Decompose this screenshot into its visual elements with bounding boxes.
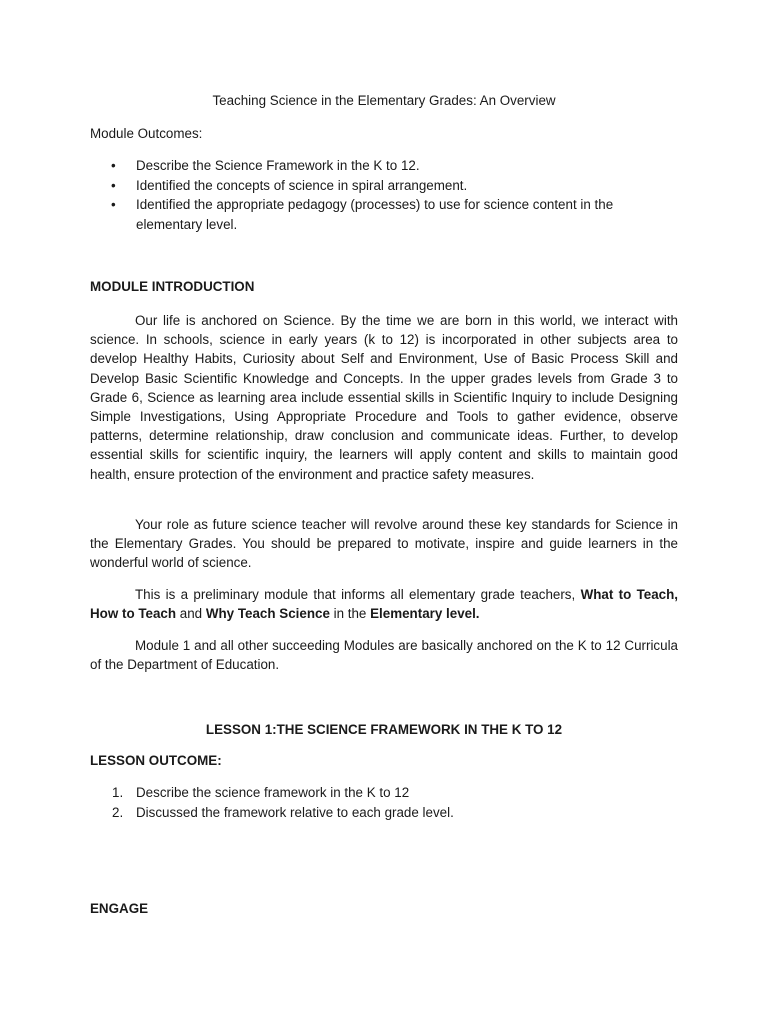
engage-heading: ENGAGE — [90, 901, 149, 916]
list-number: 2. — [112, 805, 124, 820]
intro-paragraph-2-text: Your role as future science teacher will revolve around these key standards for Science in the Elementary Grades. You should be prepared to motivate, inspire and guide learners in the wonderful world of science. — [90, 517, 678, 571]
lesson-outcome-label: LESSON OUTCOME: — [90, 753, 222, 768]
list-item: • Describe the Science Framework in the K to 12. — [90, 156, 678, 176]
intro-paragraph-3-bold3: Elementary level. — [370, 606, 480, 622]
lesson-heading: LESSON 1:THE SCIENCE FRAMEWORK IN THE K TO 12 — [205, 722, 563, 737]
list-item-text: Describe the science framework in the K to 12 — [136, 785, 410, 800]
module-outcomes-label: Module Outcomes: — [90, 126, 203, 141]
intro-paragraph-2 — [90, 515, 678, 573]
intro-paragraph-3 — [90, 585, 678, 623]
module-outcomes-list — [90, 156, 678, 234]
intro-paragraph-4 — [90, 636, 678, 674]
document-title: Teaching Science in the Elementary Grades: An Overview — [212, 93, 556, 108]
intro-paragraph-3-part1: This is a preliminary module that informs all elementary grade teachers, — [135, 587, 581, 602]
list-item: • Identified the concepts of science in spiral arrangement. — [90, 176, 678, 196]
list-item — [90, 803, 678, 823]
intro-paragraph-1-text: Our life is anchored on Science. By the time we are born in this world, we interact with science. In schools, science in early years (k to 12) is incorporated in other subjects area to develop Healthy Habits, Curiosity about Self and Environment, Use of Basic Process Skill and Develop Basic Scientific Knowledge and Concepts. In the upper grades levels from Grade 3 to Grade 6, Science as learning area include essential skills in Scientific Inquiry to include Designing Simple Investigations, Using Appropriate Procedure and Tools to gather evidence, observe patterns, determine relationship, draw conclusion and communicate ideas. Further, to develop essential skills for scientific inquiry, the learners will apply content and skills to maintain good health, ensure protection of the environment and practice safety measures. — [90, 313, 678, 482]
list-item — [90, 783, 678, 803]
list-item: • Identified the appropriate pedagogy (processes) to use for science content in the elementary level. — [90, 195, 678, 234]
module-introduction-heading: MODULE INTRODUCTION — [90, 279, 255, 294]
intro-paragraph-3-part3: in the — [329, 606, 371, 622]
intro-paragraph-4-text: Module 1 and all other succeeding Modules are basically anchored on the K to 12 Curricula of the Department of Education. — [90, 638, 678, 673]
intro-paragraph-1 — [90, 311, 678, 484]
lesson-outcomes-list — [90, 783, 678, 823]
intro-paragraph-3-part2: and — [176, 606, 206, 622]
intro-paragraph-3-bold1: What to Teach, How to Teach — [90, 587, 678, 622]
intro-paragraph-3-bold2: Why Teach Science — [205, 606, 330, 622]
list-item-text: Discussed the framework relative to each grade level. — [136, 805, 454, 820]
list-number: 1. — [112, 785, 124, 800]
